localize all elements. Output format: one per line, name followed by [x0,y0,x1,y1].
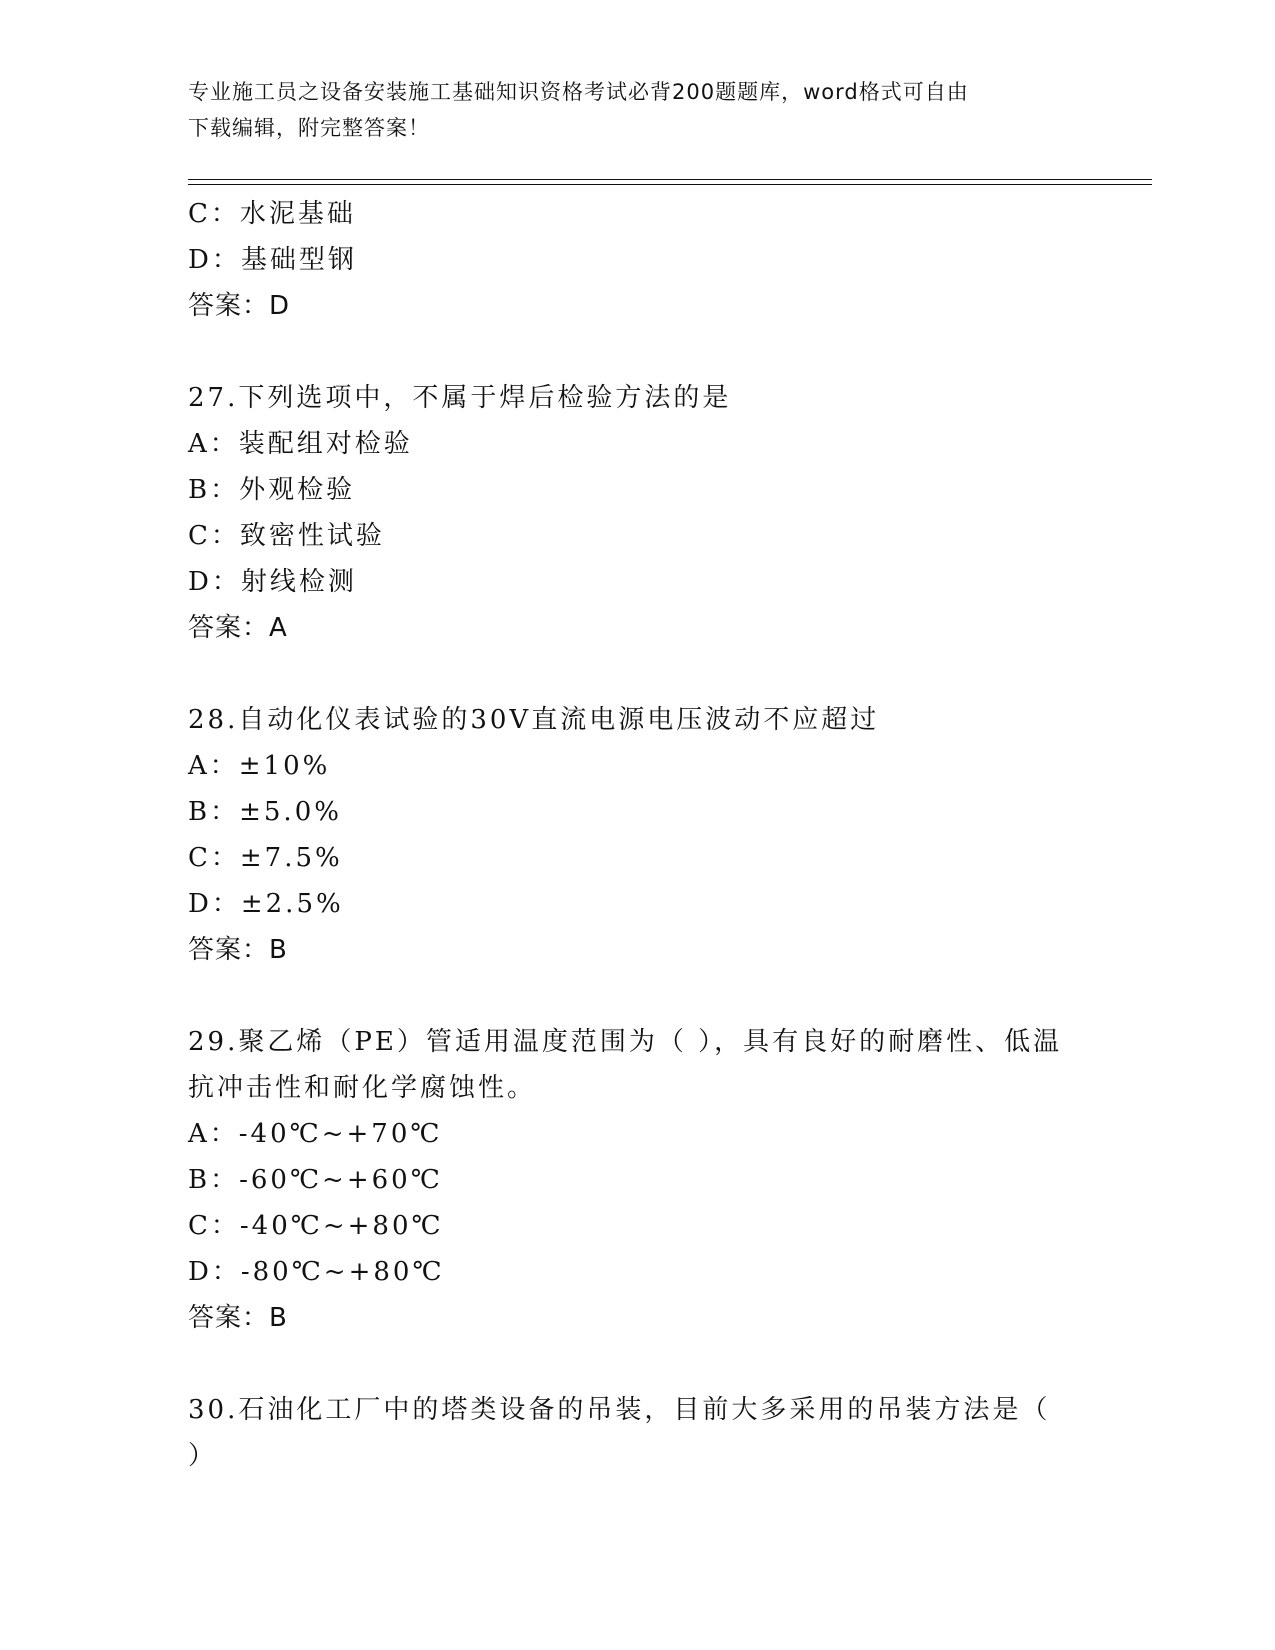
question-stem: 28.自动化仪表试验的30V直流电源电压波动不应超过 [188,705,880,735]
answer: 答案：B [188,1303,288,1333]
option-c: C：±7.5% [188,843,343,873]
spacer [188,1341,1108,1387]
document-header [188,74,1088,146]
answer: 答案：B [188,935,288,965]
question-27 [188,375,1108,651]
question-stem: 27.下列选项中，不属于焊后检验方法的是 [188,383,732,413]
option-d: D：-80℃~+80℃ [188,1257,445,1287]
question-stem-line-1: 30.石油化工厂中的塔类设备的吊装，目前大多采用的吊装方法是（ [188,1395,1051,1425]
option-c: C：-40℃~+80℃ [188,1211,444,1241]
option-b: B：±5.0% [188,797,342,827]
header-divider-top [188,179,1152,180]
spacer [188,973,1108,1019]
question-list [188,191,1108,1479]
option-c: C：水泥基础 [188,199,356,229]
question-stem-line-1: 29.聚乙烯（PE）管适用温度范围为（ ），具有良好的耐磨性、低温 [188,1027,1063,1057]
question-stem-line-2: ） [188,1441,218,1471]
option-b: B：外观检验 [188,475,356,505]
question-29 [188,1019,1108,1341]
option-d: D：±2.5% [188,889,344,919]
option-d: D：基础型钢 [188,245,357,275]
option-a: A：装配组对检验 [188,429,413,459]
question-30 [188,1387,1108,1479]
header-divider-bottom [188,184,1152,185]
question-28 [188,697,1108,973]
question-26 [188,191,1108,329]
answer: 答案：D [188,291,291,321]
header-line-2: 下载编辑，附完整答案！ [188,116,430,140]
spacer [188,651,1108,697]
answer: 答案：A [188,613,288,643]
spacer [188,329,1108,375]
option-b: B：-60℃~+60℃ [188,1165,443,1195]
option-c: C：致密性试验 [188,521,385,551]
option-a: A：±10% [188,751,331,781]
question-stem-line-2: 抗冲击性和耐化学腐蚀性。 [188,1073,537,1103]
option-d: D：射线检测 [188,567,357,597]
option-a: A：-40℃~+70℃ [188,1119,443,1149]
header-line-1: 专业施工员之设备安装施工基础知识资格考试必背200题题库，word格式可自由 [188,80,969,104]
